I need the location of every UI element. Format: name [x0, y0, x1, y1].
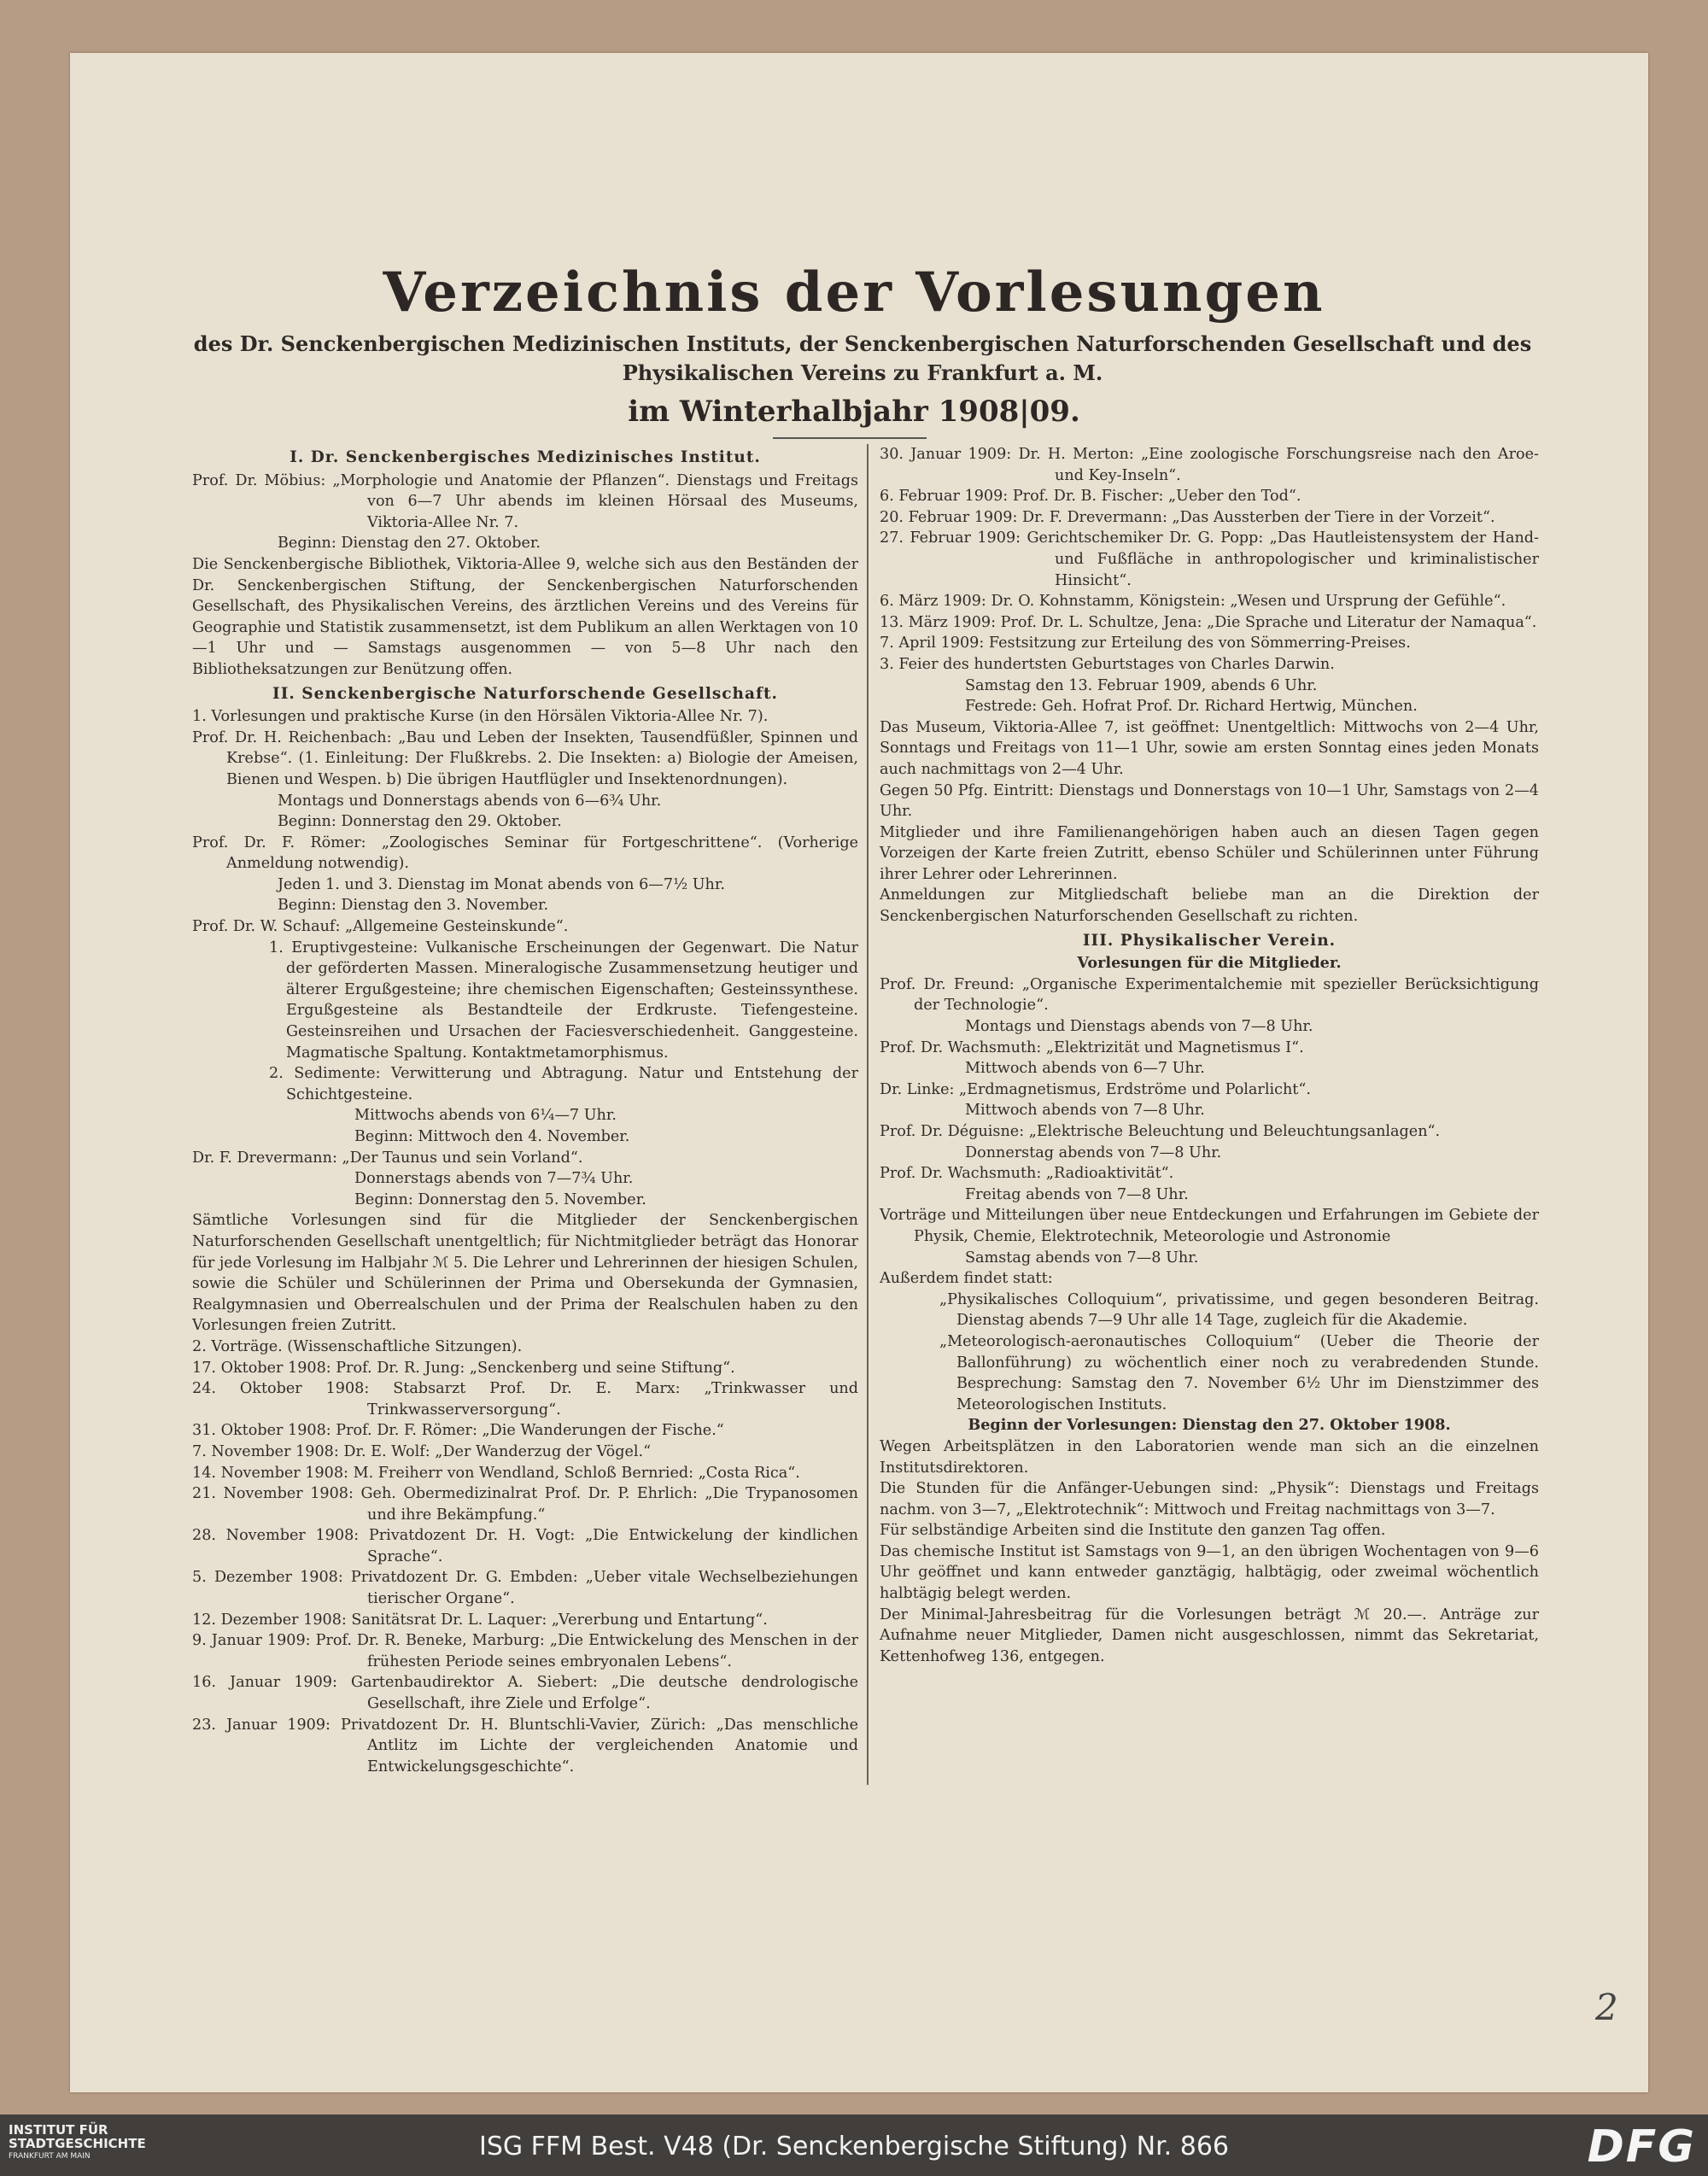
- text-paragraph: Beginn der Vorlesungen: Dienstag den 27. Oktober 1908.: [968, 1416, 1451, 1435]
- text-paragraph: 12. Dezember 1908: Sanitätsrat Dr. L. Laquer: „Vererbung und Entartung“.: [192, 1611, 768, 1629]
- text-paragraph: 14. November 1908: M. Freiherr von Wendland, Schloß Bernried: „Costa Rica“.: [192, 1464, 800, 1482]
- text-paragraph: Vorlesungen für die Mitglieder.: [1077, 954, 1342, 973]
- text-paragraph: Mitglieder und ihre Familienangehörigen haben auch an diesen Tagen gegen Vorzeigen der Karte freien Zutritt, ebenso Schüler und Schülerinnen unter Führung ihrer Lehrer oder Lehrerinnen.: [880, 823, 1539, 883]
- column-divider: [867, 444, 869, 1785]
- text-paragraph: 3. Feier des hundertsten Geburtstages von Charles Darwin.: [880, 655, 1335, 673]
- text-paragraph: 21. November 1908: Geh. Obermedizinalrat Prof. Dr. P. Ehrlich: „Die Trypanosomen und ihre Bekämpfung.“: [192, 1485, 858, 1524]
- text-paragraph: Beginn: Donnerstag den 29. Oktober.: [278, 813, 562, 831]
- text-paragraph: Prof. Dr. H. Reichenbach: „Bau und Leben der Insekten, Tausendfüßler, Spinnen und Krebse“. (1. Einleitung: Der Flußkrebs. 2. Die Insekten: a) Biologie der Ameisen, Bienen und Wespen. b) Die übrigen Hautflügler und Insektenordnungen).: [192, 728, 858, 788]
- text-paragraph: 31. Oktober 1908: Prof. Dr. F. Römer: „Die Wanderungen der Fische.“: [192, 1422, 724, 1440]
- semester-heading: im Winterhalbjahr 1908|09.: [628, 395, 1080, 429]
- text-paragraph: 6. März 1909: Dr. O. Kohnstamm, Königstein: „Wesen und Ursprung der Gefühle“.: [880, 593, 1506, 611]
- text-paragraph: Beginn: Dienstag den 27. Oktober.: [278, 535, 541, 553]
- text-paragraph: Prof. Dr. Déguisne: „Elektrische Beleuchtung und Beleuchtungsanlagen“.: [880, 1123, 1441, 1140]
- text-paragraph: Jeden 1. und 3. Dienstag im Monat abends von 6—7½ Uhr.: [278, 875, 725, 893]
- text-paragraph: 24. Oktober 1908: Stabsarzt Prof. Dr. E. Marx: „Trinkwasser und Trinkwasserversorgung“.: [192, 1380, 858, 1418]
- text-paragraph: 7. April 1909: Festsitzung zur Erteilung des von Sömmerring-Preises.: [880, 635, 1411, 652]
- text-paragraph: Das Museum, Viktoria-Allee 7, ist geöffnet: Unentgeltlich: Mittwochs von 2—4 Uhr, Sonntags und Freitags von 11—1 Uhr, sowie am ersten Sonntag eines jeden Monats auch nachmittags von 2—4 Uhr.: [880, 718, 1539, 778]
- text-paragraph: Die Stunden für die Anfänger-Uebungen sind: „Physik“: Dienstags und Freitags nachm. von 3—7, „Elektrotechnik“: Mittwoch und Freitag nachmittags von 3—7.: [880, 1480, 1539, 1518]
- text-paragraph: 1. Eruptivgesteine: Vulkanische Erscheinungen der Gegenwart. Die Natur der geförderten Massen. Mineralogische Zusammensetzung heutiger und älterer Ergußgesteine; ihre chemischen Eigenschaften; Gesteinssynthese. Ergußgesteine als Bestandteile der Erdkruste. Tiefengesteine. Gesteinsreihen und Ursachen der Faciesverschiedenheit. Ganggesteine. Magmatische Spaltung. Kontaktmetamorphismus.: [269, 939, 858, 1062]
- text-paragraph: Prof. Dr. Wachsmuth: „Radioaktivität“.: [880, 1165, 1174, 1183]
- text-paragraph: Freitag abends von 7—8 Uhr.: [965, 1185, 1189, 1203]
- text-paragraph: Donnerstags abends von 7—7¾ Uhr.: [354, 1170, 634, 1188]
- page-title: Verzeichnis der Vorlesungen: [383, 260, 1325, 325]
- left-column: [192, 444, 858, 1777]
- text-paragraph: 20. Februar 1909: Dr. F. Drevermann: „Das Aussterben der Tiere in der Vorzeit“.: [880, 508, 1495, 526]
- title-rule: [773, 437, 927, 439]
- text-paragraph: 5. Dezember 1908: Privatdozent Dr. G. Embden: „Ueber vitale Wechselbeziehungen tierischer Organe“.: [192, 1569, 858, 1608]
- institute-city: FRANKFURT AM MAIN: [9, 2152, 91, 2161]
- footer-bar: [0, 2115, 1708, 2176]
- text-paragraph: Mittwoch abends von 6—7 Uhr.: [965, 1060, 1205, 1078]
- text-paragraph: Samstag den 13. Februar 1909, abends 6 Uhr.: [965, 676, 1318, 694]
- text-paragraph: Das chemische Institut ist Samstags von 9—1, an den übrigen Wochentagen von 9—6 Uhr geöffnet und kann entweder ganztägig, halbtägig, oder zweimal wöchentlich halbtägig belegt werden.: [880, 1542, 1539, 1603]
- text-paragraph: Vorträge und Mitteilungen über neue Entdeckungen und Erfahrungen im Gebiete der Physik, Chemie, Elektrotechnik, Meteorologie und Astronomie: [880, 1207, 1539, 1245]
- text-paragraph: Samstag abends von 7—8 Uhr.: [965, 1249, 1199, 1266]
- text-paragraph: Der Minimal-Jahresbeitrag für die Vorlesungen beträgt ℳ 20.—. Anträge zur Aufnahme neuer Mitglieder, Damen nicht ausgeschlossen, nimmt das Sekretariat, Kettenhofweg 136, entgegen.: [880, 1606, 1539, 1665]
- text-paragraph: 7. November 1908: Dr. E. Wolf: „Der Wanderzug der Vögel.“: [192, 1442, 652, 1460]
- section-heading: III. Physikalischer Verein.: [1082, 931, 1337, 950]
- text-paragraph: Montags und Donnerstags abends von 6—6¾ Uhr.: [278, 792, 662, 810]
- text-paragraph: 2. Sedimente: Verwitterung und Abtragung. Natur und Entstehung der Schichtgesteine.: [269, 1065, 858, 1103]
- text-paragraph: Beginn: Mittwoch den 4. November.: [354, 1128, 630, 1145]
- text-paragraph: Anmeldungen zur Mitgliedschaft beliebe man an die Direktion der Senckenbergischen Naturforschenden Gesellschaft zu richten.: [880, 886, 1539, 926]
- text-paragraph: 2. Vorträge. (Wissenschaftliche Sitzungen).: [192, 1337, 523, 1355]
- text-paragraph: Donnerstag abends von 7—8 Uhr.: [965, 1144, 1222, 1161]
- text-paragraph: Sämtliche Vorlesungen sind für die Mitglieder der Senckenbergischen Naturforschenden Gesellschaft unentgeltlich; für Nichtmitglieder beträgt das Honorar für jede Vorlesung im Halbjahr ℳ 5. Die Lehrer und Lehrerinnen der hiesigen Schulen, sowie die Schüler und Schülerinnen der Prima und Obersekunda der Gymnasien, Realgymnasien und Oberrealschulen und der Prima der Realschulen haben zu den Vorlesungen freien Zutritt.: [192, 1212, 858, 1335]
- text-paragraph: Außerdem findet statt:: [880, 1270, 1053, 1288]
- text-paragraph: Prof. Dr. Freund: „Organische Experimentalchemie mit spezieller Berücksichtigung der Technologie“.: [880, 975, 1539, 1015]
- text-paragraph: 27. Februar 1909: Gerichtschemiker Dr. G. Popp: „Das Hautleistensystem der Hand- und Fußfläche in anthropologischer und kriminalistischer Hinsicht“.: [880, 529, 1539, 589]
- text-paragraph: Prof. Dr. F. Römer: „Zoologisches Seminar für Fortgeschrittene“. (Vorherige Anmeldung notwendig).: [192, 834, 858, 873]
- text-paragraph: 13. März 1909: Prof. Dr. L. Schultze, Jena: „Die Sprache und Literatur der Namaqua“.: [880, 613, 1537, 631]
- text-paragraph: Prof. Dr. W. Schauf: „Allgemeine Gesteinskunde“.: [192, 918, 569, 936]
- section-heading: II. Senckenbergische Naturforschende Gesellschaft.: [272, 684, 778, 703]
- text-paragraph: Dr. F. Drevermann: „Der Taunus und sein Vorland“.: [192, 1149, 583, 1167]
- text-paragraph: Prof. Dr. Möbius: „Morphologie und Anatomie der Pflanzen“. Dienstags und Freitags von 6—7 Uhr abends im kleinen Hörsaal des Museums, Viktoria-Allee Nr. 7.: [192, 471, 858, 531]
- text-paragraph: Mittwoch abends von 7—8 Uhr.: [965, 1102, 1205, 1120]
- text-paragraph: 30. Januar 1909: Dr. H. Merton: „Eine zoologische Forschungsreise nach den Aroe- und Key-Inseln“.: [880, 446, 1539, 484]
- dfg-logo: DFG: [1587, 2121, 1696, 2173]
- text-paragraph: Beginn: Donnerstag den 5. November.: [354, 1190, 646, 1208]
- text-paragraph: „Physikalisches Colloquium“, privatissime, und gegen besonderen Beitrag. Dienstag abends 7—9 Uhr alle 14 Tage, zugleich für die Akademie.: [939, 1290, 1539, 1330]
- text-paragraph: Festrede: Geh. Hofrat Prof. Dr. Richard Hertwig, München.: [965, 698, 1418, 716]
- text-paragraph: 23. Januar 1909: Privatdozent Dr. H. Bluntschli-Vavier, Zürich: „Das menschliche Antlitz im Lichte der vergleichenden Anatomie und Entwickelungsgeschichte“.: [192, 1716, 858, 1775]
- section-heading: I. Dr. Senckenbergisches Medizinisches Institut.: [290, 448, 761, 466]
- archive-caption: ISG FFM Best. V48 (Dr. Senckenbergische Stiftung) Nr. 866: [479, 2132, 1229, 2161]
- institute-name-line2: STADTGESCHICHTE: [9, 2136, 146, 2151]
- text-paragraph: Montags und Dienstags abends von 7—8 Uhr.: [965, 1018, 1313, 1036]
- text-paragraph: 17. Oktober 1908: Prof. Dr. R. Jung: „Senckenberg und seine Stiftung“.: [192, 1359, 735, 1377]
- handwritten-page-number: 2: [1595, 1986, 1618, 2028]
- text-paragraph: Mittwochs abends von 6¼—7 Uhr.: [354, 1107, 617, 1125]
- text-paragraph: 16. Januar 1909: Gartenbaudirektor A. Siebert: „Die deutsche dendrologische Gesellschaft, ihre Ziele und Erfolge“.: [192, 1674, 858, 1713]
- right-column: [880, 444, 1539, 1667]
- text-paragraph: „Meteorologisch-aeronautisches Colloquium“ (Ueber die Theorie der Ballonführung) zu wöchentlich einer noch zu verabredenden Stunde. Besprechung: Samstag den 7. November 6½ Uhr im Dienstzimmer des Meteorologischen Instituts.: [939, 1332, 1539, 1413]
- text-paragraph: 9. Januar 1909: Prof. Dr. R. Beneke, Marburg: „Die Entwickelung des Menschen in der frühesten Periode seines embryonalen Lebens“.: [192, 1632, 858, 1670]
- text-paragraph: 28. November 1908: Privatdozent Dr. H. Vogt: „Die Entwickelung der kindlichen Sprache“.: [192, 1527, 858, 1565]
- text-paragraph: Für selbständige Arbeiten sind die Institute den ganzen Tag offen.: [880, 1522, 1386, 1540]
- text-paragraph: Gegen 50 Pfg. Eintritt: Dienstags und Donnerstags von 10—1 Uhr, Samstags von 2—4 Uhr.: [880, 781, 1539, 821]
- subtitle: des Dr. Senckenbergischen Medizinischen Instituts, der Senckenbergischen Naturforschenden Gesellschaft und des Physikalischen Vereins zu Frankfurt a. M.: [193, 331, 1532, 385]
- text-paragraph: 6. Februar 1909: Prof. Dr. B. Fischer: „Ueber den Tod“.: [880, 488, 1301, 506]
- text-paragraph: Prof. Dr. Wachsmuth: „Elektrizität und Magnetismus I“.: [880, 1038, 1304, 1056]
- institute-name-line1: INSTITUT FÜR: [9, 2122, 108, 2138]
- text-paragraph: Wegen Arbeitsplätzen in den Laboratorien wende man sich an die einzelnen Institutsdirektoren.: [880, 1437, 1539, 1477]
- text-paragraph: Die Senckenbergische Bibliothek, Viktoria-Allee 9, welche sich aus den Beständen der Dr. Senckenbergischen Stiftung, der Senckenbergischen Naturforschenden Gesellschaft, des Physikalischen Vereins, des ärztlichen Vereins und des Vereins für Geographie und Statistik zusammensetzt, ist dem Publikum an allen Werktagen von 10—1 Uhr und — Samstags ausgenommen — von 5—8 Uhr nach den Bibliotheksatzungen zur Benützung offen.: [192, 555, 858, 678]
- text-paragraph: Dr. Linke: „Erdmagnetismus, Erdströme und Polarlicht“.: [880, 1080, 1311, 1098]
- text-paragraph: Beginn: Dienstag den 3. November.: [278, 897, 549, 915]
- text-paragraph: 1. Vorlesungen und praktische Kurse (in den Hörsälen Viktoria-Allee Nr. 7).: [192, 708, 769, 726]
